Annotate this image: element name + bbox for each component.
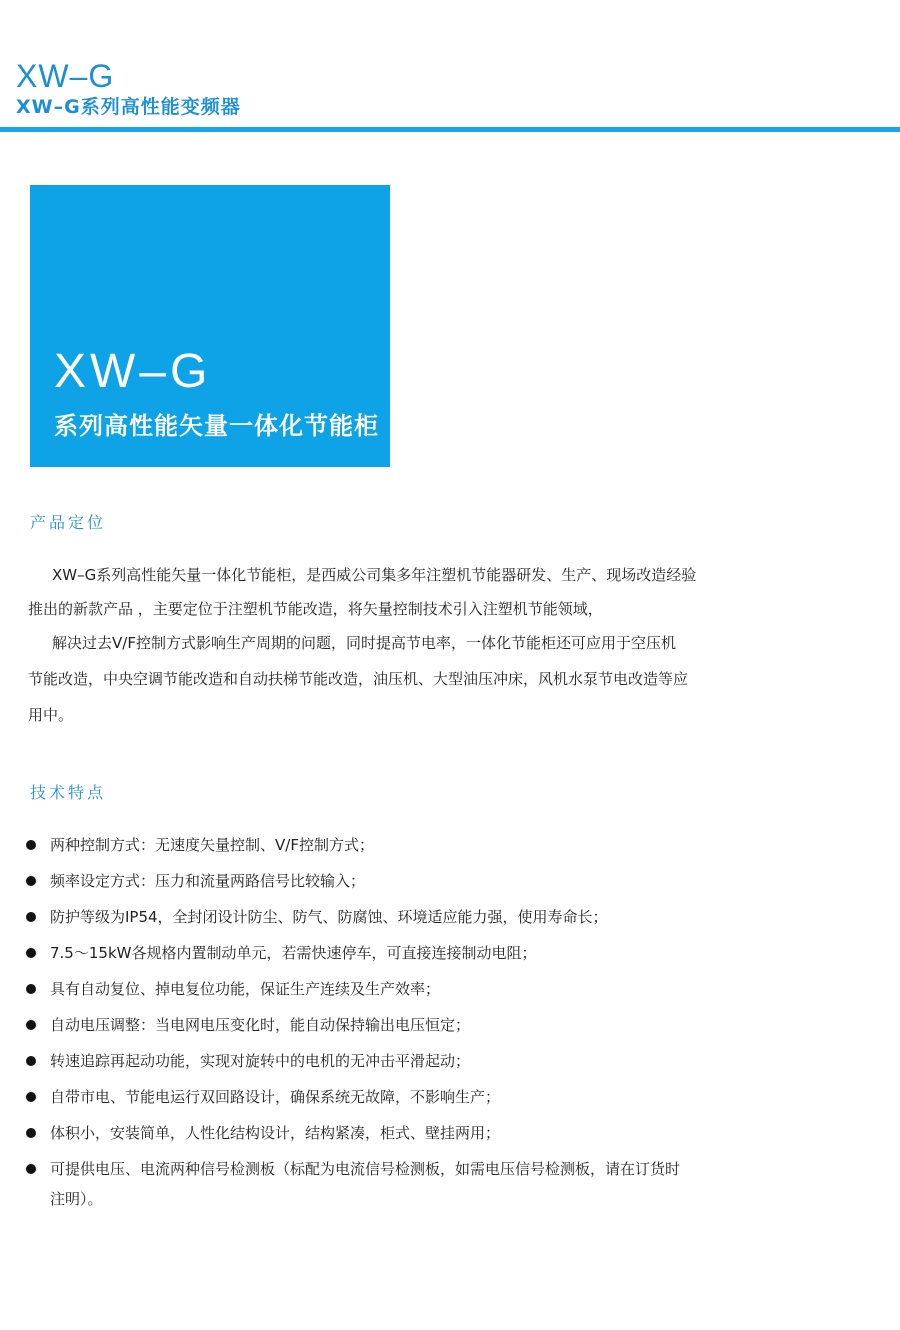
positioning-line: 用中。 <box>28 706 74 724</box>
feature-item <box>26 1014 846 1050</box>
feature-text: 7.5～15kW各规格内置制动单元，若需快速停车，可直接连接制动电阻； <box>50 944 537 962</box>
positioning-line: 解决过去V/F控制方式影响生产周期的问题，同时提高节电率，一体化节能柜还可应用于空压机 <box>52 634 676 652</box>
bullet-icon <box>26 876 36 886</box>
header-title: XW–G <box>16 58 115 94</box>
feature-item <box>26 1086 846 1122</box>
section-heading-positioning: 产品定位 <box>30 513 107 532</box>
feature-item <box>26 1158 846 1216</box>
feature-text: 防护等级为IP54，全封闭设计防尘、防气、防腐蚀、环境适应能力强，使用寿命长； <box>50 908 608 926</box>
bullet-icon <box>26 984 36 994</box>
bullet-icon <box>26 840 36 850</box>
feature-text: 体积小，安装简单，人性化结构设计，结构紧凑，柜式、壁挂两用； <box>50 1124 501 1142</box>
hero-banner <box>30 185 390 467</box>
bullet-icon <box>26 912 36 922</box>
feature-item <box>26 1050 846 1086</box>
header-divider <box>0 127 900 132</box>
feature-text: 两种控制方式：无速度矢量控制、V/F控制方式； <box>50 836 374 854</box>
feature-item <box>26 978 846 1014</box>
bullet-icon <box>26 948 36 958</box>
feature-text: 自带市电、节能电运行双回路设计，确保系统无故障，不影响生产； <box>50 1088 501 1106</box>
section-heading-features: 技术特点 <box>30 783 107 802</box>
bullet-icon <box>26 1164 36 1174</box>
bullet-icon <box>26 1056 36 1066</box>
feature-list <box>26 834 846 1216</box>
feature-text: 自动电压调整：当电网电压变化时，能自动保持输出电压恒定； <box>50 1016 471 1034</box>
feature-text: 转速追踪再起动功能，实现对旋转中的电机的无冲击平滑起动； <box>50 1052 471 1070</box>
bullet-icon <box>26 1020 36 1030</box>
bullet-icon <box>26 1092 36 1102</box>
feature-item <box>26 942 846 978</box>
hero-subtitle: 系列高性能矢量一体化节能柜 <box>54 412 379 440</box>
positioning-line: 推出的新款产品 ，主要定位于注塑机节能改造，将矢量控制技术引入注塑机节能领域， <box>28 600 603 618</box>
header-subtitle: XW–G系列高性能变频器 <box>16 96 241 118</box>
page-header <box>0 0 900 134</box>
feature-item <box>26 834 846 870</box>
hero-title: XW–G <box>54 345 212 398</box>
feature-item <box>26 1122 846 1158</box>
feature-text: 可提供电压、电流两种信号检测板（标配为电流信号检测板，如需电压信号检测板，请在订货时 <box>50 1160 681 1178</box>
bullet-icon <box>26 1128 36 1138</box>
feature-text-continuation: 注明）。 <box>50 1190 103 1208</box>
feature-text: 具有自动复位、掉电复位功能，保证生产连续及生产效率； <box>50 980 441 998</box>
feature-item <box>26 906 846 942</box>
feature-item <box>26 870 846 906</box>
feature-text: 频率设定方式：压力和流量两路信号比较输入； <box>50 872 366 890</box>
positioning-line: 节能改造，中央空调节能改造和自动扶梯节能改造，油压机、大型油压冲床，风机水泵节电改造等应 <box>28 670 689 688</box>
positioning-line: XW–G系列高性能矢量一体化节能柜，是西威公司集多年注塑机节能器研发、生产、现场改造经验 <box>52 566 697 584</box>
